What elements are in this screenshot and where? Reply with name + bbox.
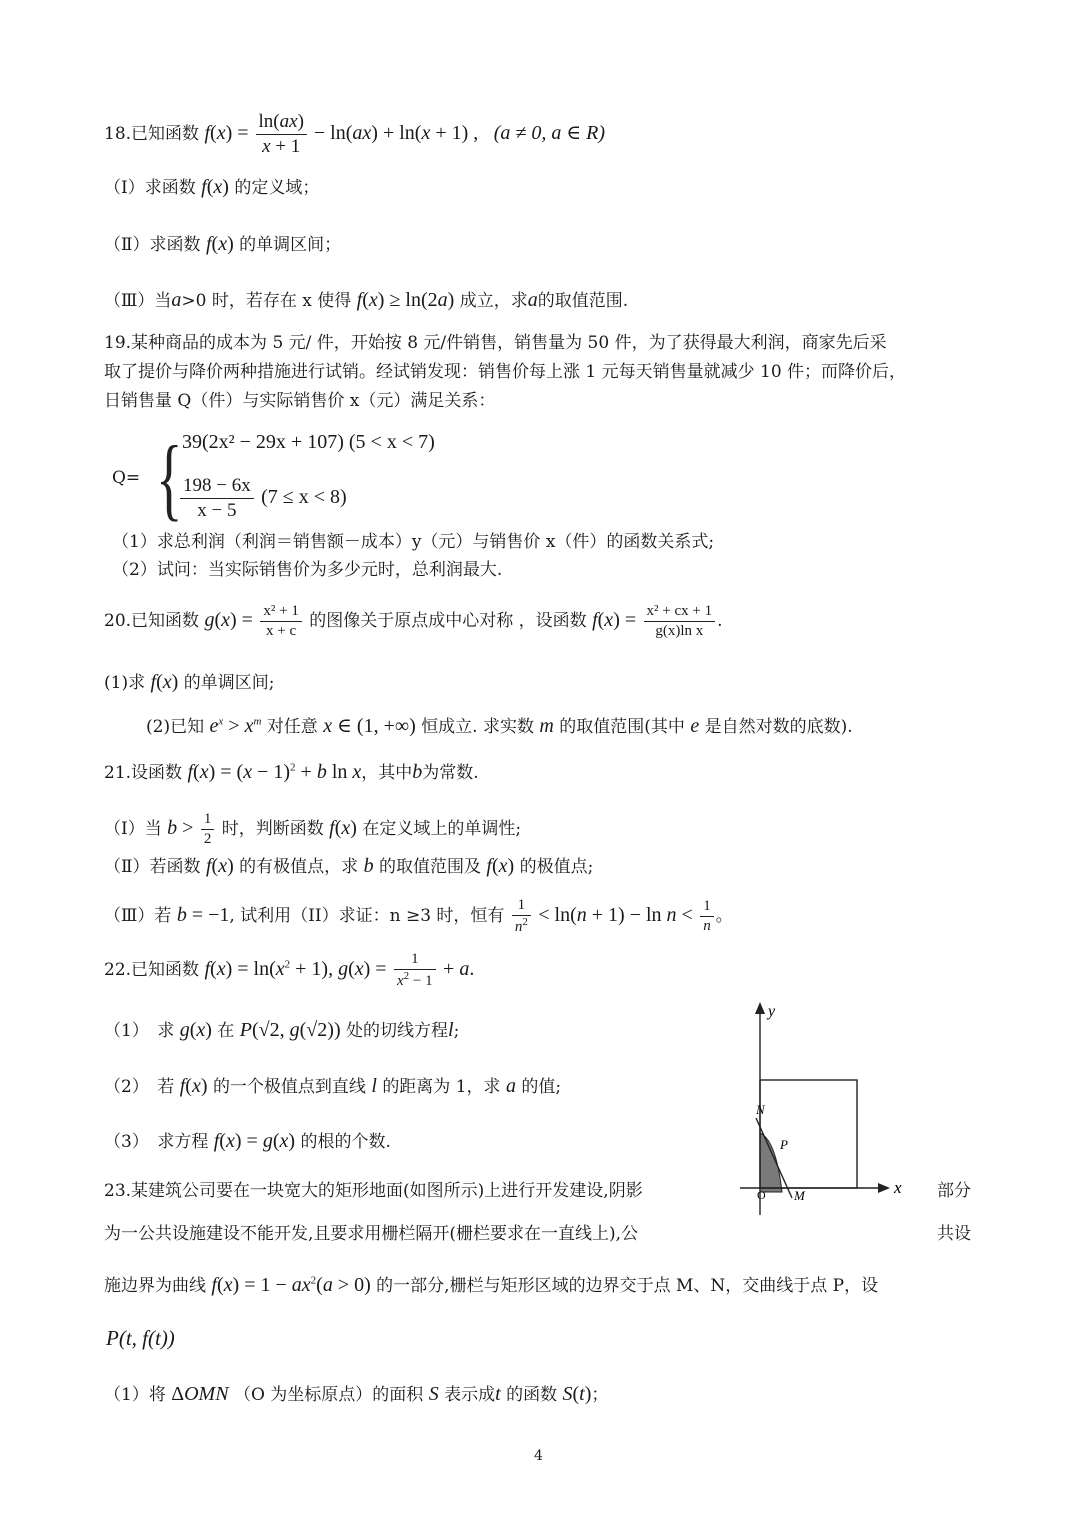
axis-y-label: y [768,1003,776,1020]
q23-figure [740,1000,920,1215]
q18-part3: （Ⅲ）当a>0 时，若存在 x 使得 f(x) ≥ ln(2a) 成立，求a的取值范围. [104,289,629,311]
q22-sub1: （1） 求 g(x) 在 P(√2, g(√2)) 处的切线方程l; [104,1019,460,1041]
q21-part3: （Ⅲ）若 b = −1, 试利用（II）求证：n ≥3 时，恒有 $\frac{1}{n^2}$ < ln(n + 1) − ln n < $\frac{1}{n}$ 。 [104,897,733,935]
q21-part2-d: 的极值点; [519,857,594,877]
q20-sub1-a: (1)求 [104,673,146,693]
q23-sub1-b: （O 为坐标原点）的面积 [233,1385,424,1405]
q21-stem-tail-a: ，其中 [361,763,413,783]
q19-line1: 19.某种商品的成本为 5 元/ 件，开始按 8 元/件销售，销售量为 50 件，为了获得最大利润，商家先后采 [104,333,887,353]
q22-g-fraction: $\frac{1}{x^2 - 1}$ [394,950,436,991]
q21-part2-b: 的有极值点，求 [239,857,359,877]
q18-part3-b: >0 时，若存在 x 使得 [181,291,352,311]
q19-q-label: Q= [112,468,141,488]
q23-sub1-c: 表示成 [444,1385,496,1405]
q18-domain-cond: (a ≠ 0, a ∈ R) [493,121,606,144]
q19-piece2-cond: (7 ≤ x < 8) [261,485,347,508]
axis-x-label: x [894,1178,902,1197]
q21-part3-a: （Ⅲ）若 [104,905,172,926]
q19-piece2-den: x − 5 [197,499,237,521]
q19-piece2 [178,474,347,523]
q21-ineq-left: $\frac{1}{n^2}$ [512,896,531,937]
q18-part2: （Ⅱ）求函数 f(x) 的单调区间； [104,233,342,255]
q21-part1-b: 时，判断函数 [221,818,324,839]
q20-f-den: g(x)ln x [655,622,704,639]
q20-mid: 的图像关于原点成中心对称 ，设函数 [309,610,587,631]
q23-line3-a: 施边界为曲线 [104,1276,206,1296]
page-number: 4 [534,1448,543,1464]
q20-sub2-a: (2)已知 [146,717,205,737]
q22-sub3-a: （3） 求方程 [104,1132,209,1152]
q21-part3-end: 。 [715,905,733,926]
q18-part2-tail: 的单调区间； [239,235,342,255]
shaded-region [760,1133,782,1192]
q21-part2-c: 的取值范围及 [378,857,481,877]
q22-sub3-b: 的根的个数. [300,1132,391,1152]
q23-line2: 为一公共设施建设不能开发,且要求用栅栏隔开(栅栏要求在一直线上),公 [104,1224,639,1244]
q23-sub1: （1）将 ΔOMN （O 为坐标原点）的面积 S 表示成t 的函数 S(t)； [104,1383,609,1405]
q22-stem-label: 22.已知函数 [104,959,200,980]
q22-sub2-c: 的距离为 1，求 [382,1077,501,1097]
q20-sub1-b: 的单调区间; [183,673,275,693]
q18-part3-d: 的取值范围. [537,291,629,311]
q18-stem [104,110,605,159]
q19-sub2: （2）试问：当实际销售价为多少元时，总利润最大. [112,560,503,580]
q21-part1: （Ⅰ）当 b > $\frac{1}{2}$ 时，判断函数 f(x) 在定义域上的单调性; [104,811,522,847]
q22-sub1-a: （1） 求 [104,1021,175,1041]
q18-part2-label: （Ⅱ）求函数 [104,235,201,255]
q23-line1-right: 部分 [937,1181,971,1201]
label-m: M [794,1188,805,1203]
q20-sub2-d: 的取值范围(其中 [559,717,685,737]
q18-fraction: $\frac{\ln(ax)}{x + 1}$ [256,110,307,159]
q20-sub2-c: 恒成立. 求实数 [421,717,534,737]
q22-sub3: （3） 求方程 f(x) = g(x) 的根的个数. [104,1130,391,1152]
label-o: O [757,1188,766,1202]
q22-sub2-a: （2） 若 [104,1077,175,1097]
q21-part2-a: （Ⅱ）若函数 [104,857,201,877]
q18-part1-tail: 的定义域； [234,178,320,198]
q19-line3: 日销售量 Q（件）与实际销售价 x（元）满足关系： [104,391,496,411]
q20-sub2-e: 是自然对数的底数). [704,717,853,737]
label-n: N [756,1102,765,1117]
q18-formula: f(x) = $\frac{\ln(ax)}{x + 1}$ − ln(ax) + ln(x + 1) , [204,111,489,157]
q19-line2: 取了提价与降价两种措施进行试销。经试销发现：销售价每上涨 1 元每天销售量就减少 10 件；而降价后， [104,362,907,382]
q20-g-den: x + c [266,622,297,639]
q22-sub1-b: 在 [217,1021,235,1041]
q18-part1-label: （Ⅰ）求函数 [104,178,196,198]
q23-line3: 施边界为曲线 $f(x) = 1 - ax^2(a > 0)$ 的一部分,栅栏与矩形区域的边界交于点 M、N，交曲线于点 P，设 [104,1274,879,1296]
q19-brace: { [156,427,183,529]
q23-line1: 23.某建筑公司要在一块宽大的矩形地面(如图所示)上进行开发建设,阴影 [104,1181,643,1201]
q20-sub2: (2)已知 $e^x > x^m$ 对任意 x ∈ (1, +∞) 恒成立. 求实数 m 的取值范围(其中 e 是自然对数的底数). [146,715,853,737]
q21-stem: 21.设函数 $f(x) = (x - 1)^2 + b$ ln x，其中b为常数. [104,761,479,783]
q21-half-fraction: $\frac{1}{2}$ [201,810,215,849]
label-p: P [780,1137,788,1152]
q23-line2-right: 共设 [937,1224,971,1244]
q21-part1-c: 在定义域上的单调性; [362,818,522,839]
q22-sub2: （2） 若 f(x) 的一个极值点到直线 l 的距离为 1，求 a 的值; [104,1075,562,1097]
q20-stem-label: 20.已知函数 [104,610,200,631]
q20-g-fraction [260,602,301,641]
q19-piece2-num: 198 − 6x [180,474,254,499]
q18-part1: （Ⅰ）求函数 f(x) 的定义域； [104,176,320,198]
q18-part3-c: 成立，求 [459,291,528,311]
q23-sub1-d: 的函数 [506,1385,558,1405]
q22-stem: 22.已知函数 $f(x) = \ln(x^2 + 1)$, g(x) = $\frac{1}{x^2 - 1}$ + a. [104,951,475,989]
q19-piece1: 39(2x² − 29x + 107) (5 < x < 7) [182,431,435,453]
q23-point: P(t, f(t)) [106,1326,175,1350]
q21-ineq-right: $\frac{1}{n}$ [700,897,714,936]
q22-sub2-d: 的值; [521,1077,562,1097]
q21-part3-b: , 试利用（II）求证：n ≥3 时，恒有 [229,905,505,926]
q20-sub1: (1)求 f(x) 的单调区间; [104,671,275,693]
q23-sub1-a: （1）将 [104,1385,166,1405]
q20-g-num: x² + 1 [260,602,301,622]
q18-part3-a: （Ⅲ）当 [104,291,172,311]
q20-sub2-b: 对任意 [266,717,318,737]
q21-stem-tail-b: 为常数. [422,763,479,783]
y-axis-arrow [755,1002,765,1014]
q19-sub1: （1）求总利润（利润＝销售额－成本）y（元）与销售价 x（件）的函数关系式; [112,532,715,552]
q22-sub1-c: 处的切线方程 [346,1021,449,1041]
q23-line3-b: 的一部分,栅栏与矩形区域的边界交于点 M、N，交曲线于点 P，设 [376,1276,879,1296]
q19-piece2-fraction [180,474,254,523]
q21-part1-a: （Ⅰ）当 [104,818,162,839]
q18-stem-label: 18.已知函数 [104,123,200,144]
q20-stem: 20.已知函数 g(x) = $\frac{\text{x² + 1}}{x + c}$ 的图像关于原点成中心对称 ，设函数 f(x) = $\frac{\text{x² + cx + 1}}{\text{g(x)ln x}}$ . [104,603,723,639]
x-axis-arrow [878,1183,890,1193]
q20-f-fraction [644,602,716,641]
q21-part2: （Ⅱ）若函数 f(x) 的有极值点，求 b 的取值范围及 f(x) 的极值点; [104,855,594,877]
q20-f-num: x² + cx + 1 [644,602,716,622]
q21-stem-label: 21.设函数 [104,763,183,783]
q22-sub2-b: 的一个极值点到直线 [212,1077,366,1097]
